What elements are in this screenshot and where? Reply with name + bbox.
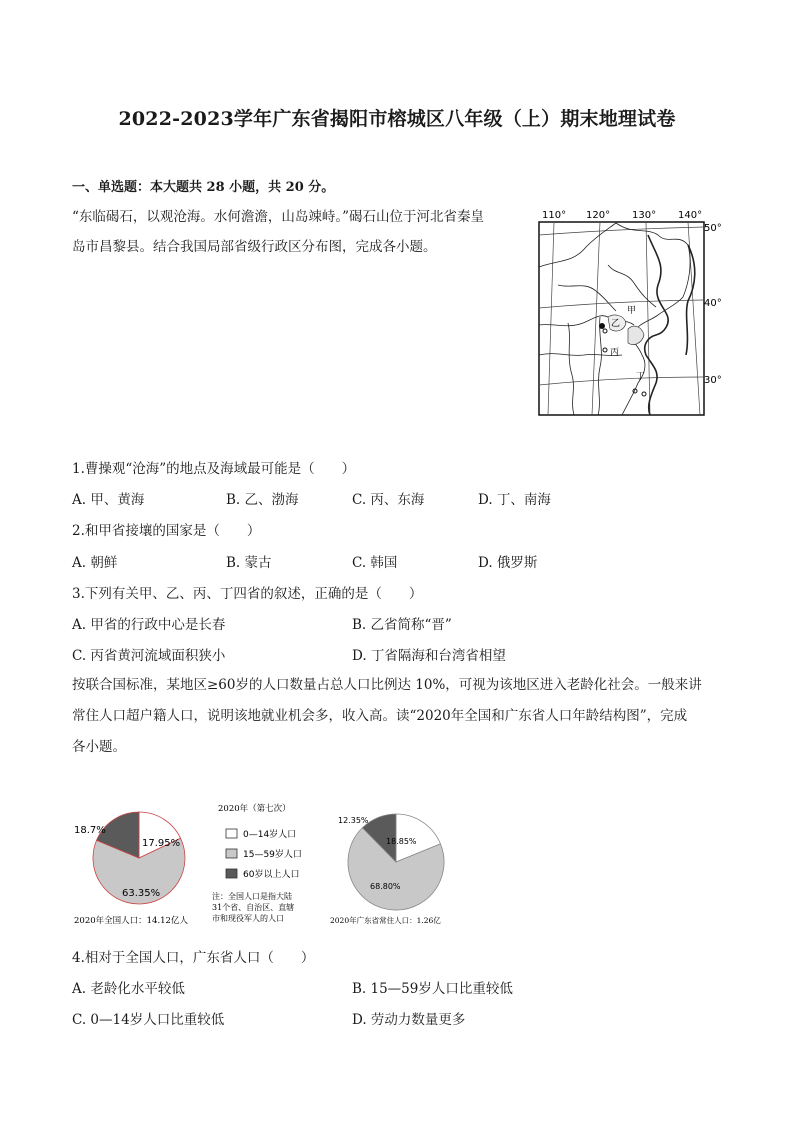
pie-label: 18.85% [386, 837, 417, 846]
province-label-bing: 丙 [610, 348, 620, 358]
legend-swatch [226, 869, 237, 878]
legend-note: 注：全国人口是指大陆 [212, 892, 292, 901]
map-lat-label: 50° [704, 223, 722, 234]
question-1-stem: 1.曹操观“沧海”的地点及海域最可能是（ ） [72, 461, 356, 477]
legend-header: 2020年（第七次） [218, 804, 291, 814]
legend-label: 15—59岁人口 [243, 850, 302, 860]
map-lat-label: 30° [704, 375, 722, 386]
passage-2-line-1: 按联合国标准，某地区≥60岁的人口数量占总人口比例达 10%，可视为该地区进入老龄化社会。一般来讲 [72, 677, 702, 693]
province-map [538, 205, 728, 417]
question-3-stem: 3.下列有关甲、乙、丙、丁四省的叙述，正确的是（ ） [72, 586, 423, 602]
question-1-option-c[interactable]: C. 丙、东海 [352, 492, 425, 508]
province-label-jia: 甲 [627, 306, 637, 316]
pie-label: 17.95% [142, 838, 181, 849]
passage-2-line-2: 常住人口超户籍人口，说明该地就业机会多，收入高。读“2020年全国和广东省人口年龄结构图”，完成 [72, 708, 688, 724]
question-3-option-a[interactable]: A. 甲省的行政中心是长春 [72, 617, 226, 633]
question-4-option-b[interactable]: B. 15—59岁人口比重较低 [352, 981, 513, 997]
province-label-yi: 乙 [611, 319, 621, 329]
question-2-option-b[interactable]: B. 蒙古 [226, 555, 272, 571]
pie-label: 68.80% [370, 882, 401, 891]
page-title: 2022-2023学年广东省揭阳市榕城区八年级（上）期末地理试卷 [118, 108, 676, 130]
question-3-option-c[interactable]: C. 丙省黄河流域面积狭小 [72, 648, 226, 664]
passage-2-line-3: 各小题。 [72, 739, 126, 755]
question-2-option-c[interactable]: C. 韩国 [352, 555, 398, 571]
province-label-ding: 丁 [636, 372, 646, 382]
pie-label: 63.35% [122, 888, 161, 899]
passage-1-line-1: “东临碣石，以观沧海。水何澹澹，山岛竦峙。”碣石山位于河北省秦皇 [72, 209, 485, 225]
question-4-option-c[interactable]: C. 0—14岁人口比重较低 [72, 1012, 225, 1028]
capital-star-icon [599, 323, 605, 329]
question-1-option-b[interactable]: B. 乙、渤海 [226, 492, 299, 508]
passage-1-line-2: 岛市昌黎县。结合我国局部省级行政区分布图，完成各小题。 [72, 239, 437, 255]
national-pie-title: 2020年全国人口：14.12亿人 [74, 916, 188, 926]
legend-note: 市和现役军人的人口 [212, 914, 284, 923]
map-lon-label: 140° [678, 210, 703, 221]
pie-label: 12.35% [338, 816, 369, 825]
legend-swatch [226, 829, 237, 838]
question-2-option-a[interactable]: A. 朝鲜 [72, 555, 118, 571]
map-lon-label: 120° [586, 210, 611, 221]
question-4-option-d[interactable]: D. 劳动力数量更多 [352, 1012, 466, 1028]
question-4-stem: 4.相对于全国人口，广东省人口（ ） [72, 950, 315, 966]
map-lat-label: 40° [704, 298, 722, 309]
population-age-chart [60, 796, 460, 936]
legend-swatch [226, 849, 237, 858]
question-1-option-a[interactable]: A. 甲、黄海 [72, 492, 145, 508]
question-1-option-d[interactable]: D. 丁、南海 [478, 492, 551, 508]
legend-note: 31个省、自治区、直辖 [212, 903, 295, 912]
map-lon-label: 130° [632, 210, 657, 221]
guangdong-pie [348, 814, 444, 910]
legend-label: 60岁以上人口 [243, 870, 300, 880]
question-2-option-d[interactable]: D. 俄罗斯 [478, 555, 538, 571]
question-2-stem: 2.和甲省接壤的国家是（ ） [72, 523, 261, 539]
question-3-option-d[interactable]: D. 丁省隔海和台湾省相望 [352, 648, 506, 664]
legend-label: 0—14岁人口 [243, 830, 297, 840]
guangdong-pie-title: 2020年广东省常住人口：1.26亿 [330, 916, 441, 925]
question-4-option-a[interactable]: A. 老龄化水平较低 [72, 981, 185, 997]
pie-label: 18.7% [74, 825, 106, 836]
question-3-option-b[interactable]: B. 乙省简称“晋” [352, 617, 452, 633]
section-heading: 一、单选题：本大题共 28 小题，共 20 分。 [72, 180, 335, 195]
map-lon-label: 110° [542, 210, 567, 221]
